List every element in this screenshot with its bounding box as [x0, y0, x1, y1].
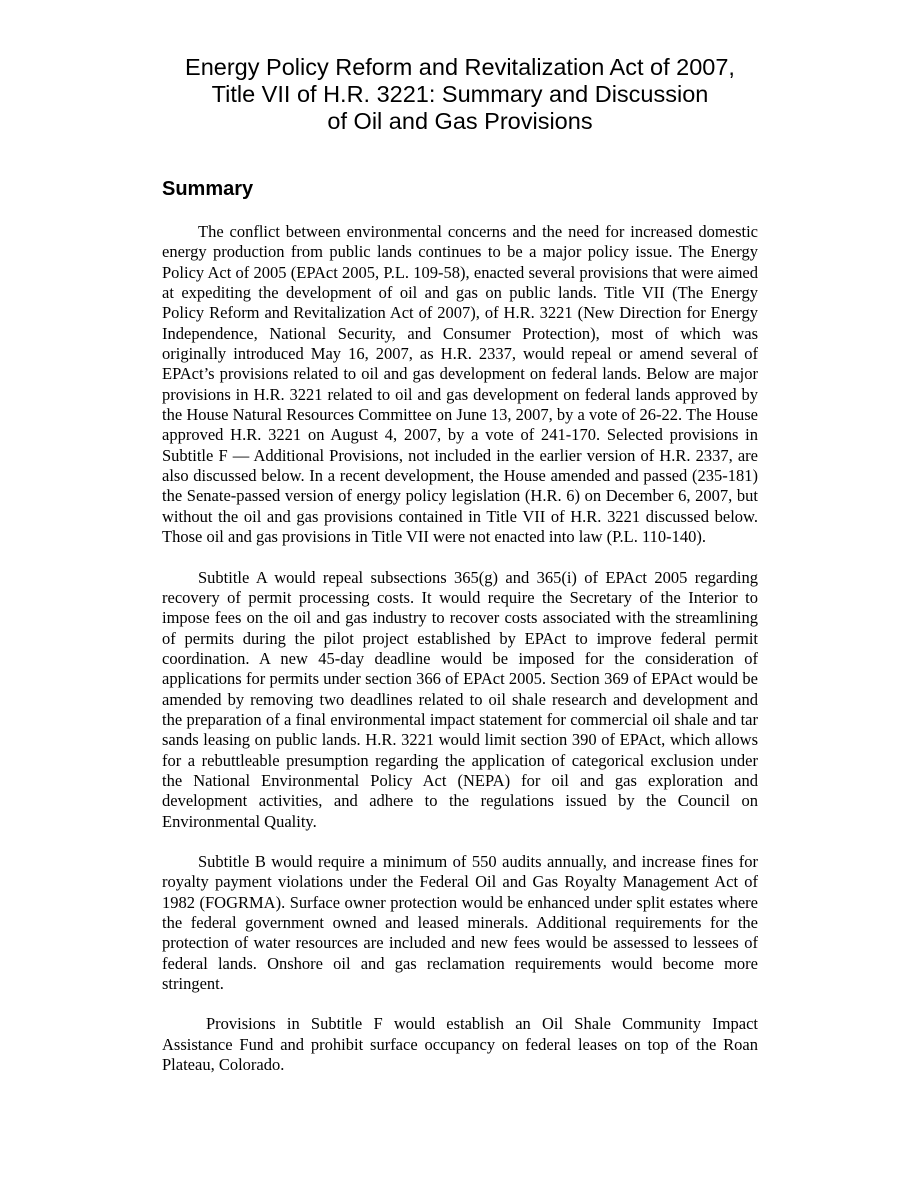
paragraph-subtitle-f: Provisions in Subtitle F would establish an Oil Shale Community Impact Assistance Fund and prohibit surface occupancy on federal leases on top of the Roan Plateau, Colorado. — [162, 1014, 758, 1075]
section-heading-summary: Summary — [162, 178, 254, 200]
document-title — [162, 54, 758, 135]
paragraph-subtitle-b: Subtitle B would require a minimum of 550 audits annually, and increase fines for royalty payment violations under the Federal Oil and Gas Royalty Management Act of 1982 (FOGRMA). Surface owner protection would be enhanced under split estates where the federal government owned and leased minerals. Additional requirements for the protection of water resources are included and new fees would be assessed to lessees of federal lands. Onshore oil and gas reclamation requirements would become more stringent. — [162, 851, 758, 994]
title-line-2: Title VII of H.R. 3221: Summary and Discussion — [211, 81, 709, 107]
document-page — [162, 54, 758, 1075]
paragraph-intro: The conflict between environmental concerns and the need for increased domestic energy production from public lands continues to be a major policy issue. The Energy Policy Act of 2005 (EPAct 2005, P.L. 109-58), enacted several provisions that were aimed at expediting the development of oil and gas on public lands. Title VII (The Energy Policy Reform and Revitalization Act of 2007), of H.R. 3221 (New Direction for Energy Independence, National Security, and Consumer Protection), most of which was originally introduced May 16, 2007, as H.R. 2337, would repeal or amend several of EPAct’s provisions related to oil and gas development on federal lands. Below are major provisions in H.R. 3221 related to oil and gas development on federal lands approved by the House Natural Resources Committee on June 13, 2007, by a vote of 26-22. The House approved H.R. 3221 on August 4, 2007, by a vote of 241-170. Selected provisions in Subtitle F — Additional Provisions, not included in the earlier version of H.R. 2337, are also discussed below. In a recent development, the House amended and passed (235-181) the Senate-passed version of energy policy legislation (H.R. 6) on December 6, 2007, but without the oil and gas provisions contained in Title VII of H.R. 3221 discussed below. Those oil and gas provisions in Title VII were not enacted into law (P.L. 110-140). — [162, 222, 758, 547]
title-line-3: of Oil and Gas Provisions — [327, 108, 593, 134]
title-line-1: Energy Policy Reform and Revitalization Act of 2007, — [185, 54, 735, 80]
paragraph-subtitle-a: Subtitle A would repeal subsections 365(g) and 365(i) of EPAct 2005 regarding recovery of permit processing costs. It would require the Secretary of the Interior to impose fees on the oil and gas industry to recover costs associated with the streamlining of permits during the pilot project established by EPAct to improve federal permit coordination. A new 45-day deadline would be imposed for the consideration of applications for permits under section 366 of EPAct 2005. Section 369 of EPAct would be amended by removing two deadlines related to oil shale research and development and the preparation of a final environmental impact statement for commercial oil shale and tar sands leasing on public lands. H.R. 3221 would limit section 390 of EPAct, which allows for a rebuttleable presumption regarding the application of categorical exclusion under the National Environmental Policy Act (NEPA) for oil and gas exploration and development activities, and adhere to the regulations issued by the Council on Environmental Quality. — [162, 567, 758, 831]
